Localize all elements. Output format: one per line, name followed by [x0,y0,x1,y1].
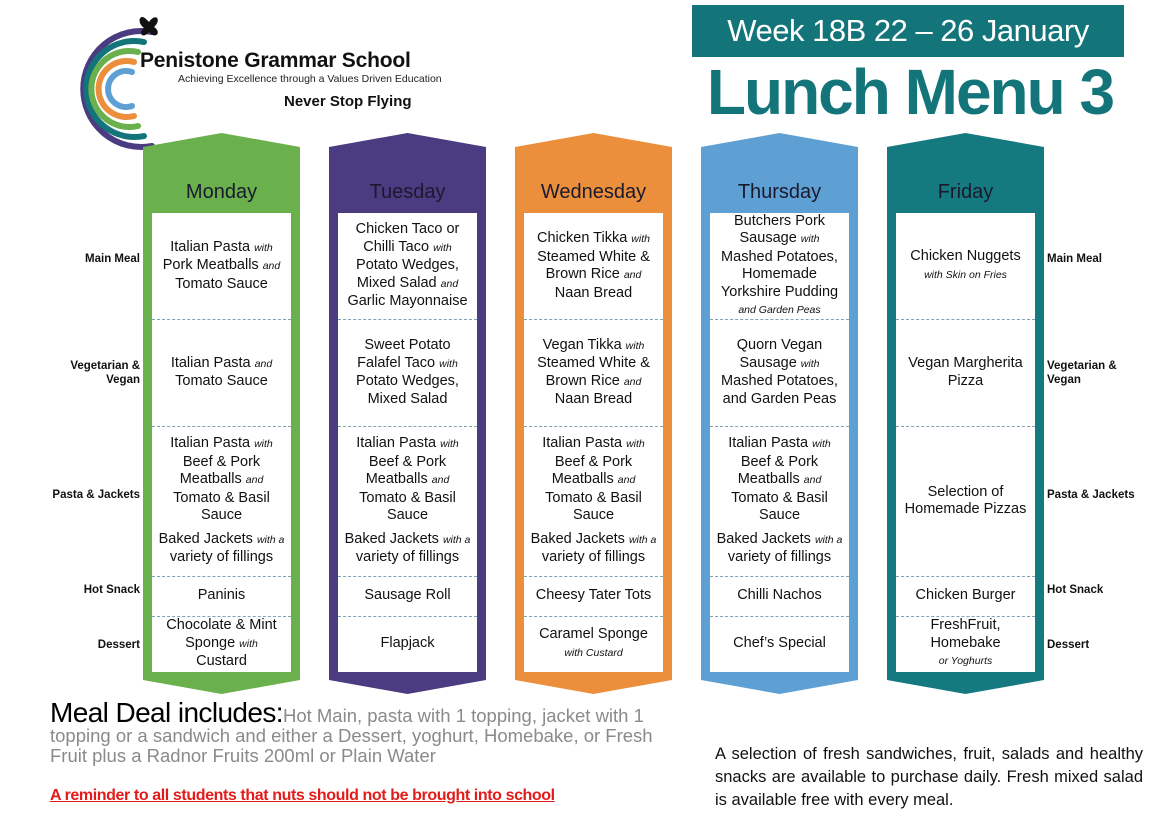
day-name-friday: Friday [937,181,994,203]
row-divider [152,426,291,427]
menu-cell-dessert: Chocolate & Mint Sponge with Custard [166,617,277,670]
menu-cell-pasta: Italian Pasta with Beef & Pork Meatballs and Tomato & Basil Sauce Baked Jackets with a variety of fillings [344,435,471,566]
menu-cells [524,213,663,672]
day-column-friday [887,133,1044,694]
day-column-thursday [701,133,858,694]
row-label-hot-right: Hot Snack [1047,584,1104,596]
row-label-main-right: Main Meal [1047,253,1102,265]
row-divider [710,576,849,577]
menu-cell-veg: Italian Pasta and Tomato Sauce [170,354,273,389]
row-divider [152,319,291,320]
menu-cells [338,213,477,672]
row-divider [152,616,291,617]
menu-cells [152,213,291,672]
menu-cell-hot: Chilli Nachos [737,587,822,604]
school-motto: Never Stop Flying [284,93,412,110]
row-divider [524,616,663,617]
row-label-dessert: Dessert [97,639,140,651]
row-divider [710,616,849,617]
row-divider [710,426,849,427]
row-divider [896,426,1035,427]
menu-cell-hot: Chicken Burger [915,587,1016,604]
nuts-reminder: A reminder to all students that nuts should not be brought into school [50,787,555,804]
info-text: A selection of fresh sandwiches, fruit, salads and healthy snacks are available to purchase daily. Fresh mixed salad is available free with every meal. [715,745,1143,809]
meal-deal-text: Hot Main, pasta with 1 topping, jacket with 1 topping or a sandwich and either a Dessert, yoghurt, Homebake, or Fresh Fruit plus a Radnor Fruits 200ml or Plain Water [50,705,653,766]
menu-cell-pasta: Italian Pasta with Beef & Pork Meatballs and Tomato & Basil Sauce Baked Jackets with a variety of fillings [716,435,843,566]
meal-deal-heading: Meal Deal includes: [50,697,283,728]
menu-cell-pasta: Selection of Homemade Pizzas [904,483,1027,517]
menu-title: Lunch Menu 3 [706,56,1114,128]
day-column-monday [143,133,300,694]
menu-cells [710,213,849,672]
row-divider [524,319,663,320]
menu-cell-dessert: FreshFruit, Homebake or Yoghurts [930,617,1001,668]
day-name-thursday: Thursday [737,181,822,203]
school-name: Penistone Grammar School [140,49,411,72]
row-divider [338,576,477,577]
menu-cell-pasta: Italian Pasta with Beef & Pork Meatballs and Tomato & Basil Sauce Baked Jackets with a variety of fillings [158,435,285,566]
row-label-dessert-right: Dessert [1047,639,1090,651]
day-name-monday: Monday [185,181,258,203]
row-divider [710,319,849,320]
row-divider [524,576,663,577]
day-column-tuesday [329,133,486,694]
day-name-tuesday: Tuesday [369,181,446,203]
row-label-pasta: Pasta & Jackets [52,489,140,501]
menu-cell-dessert: Caramel Sponge with Custard [539,626,648,659]
day-name-wednesday: Wednesday [540,181,647,203]
row-divider [152,576,291,577]
menu-cell-main: Italian Pasta with Pork Meatballs and Tomato Sauce [162,238,281,292]
menu-cell-veg: Vegan Tikka with Steamed White & Brown Rice and Naan Bread [537,336,650,407]
row-label-veg-right: Vegetarian & Vegan [1047,360,1117,386]
meal-deal [50,697,690,766]
day-column-wednesday [515,133,672,694]
row-label-hot: Hot Snack [83,584,140,596]
menu-cell-hot: Paninis [197,587,246,604]
row-divider [896,319,1035,320]
menu-cells [896,213,1035,672]
menu-cell-veg: Sweet Potato Falafel Taco with Potato Wedges, Mixed Salad [356,337,459,407]
menu-cell-hot: Cheesy Tater Tots [535,587,652,604]
menu-cell-main: Chicken Taco or Chilli Taco with Potato Wedges, Mixed Salad and Garlic Mayonnaise [347,221,468,310]
menu-cell-pasta: Italian Pasta with Beef & Pork Meatballs and Tomato & Basil Sauce Baked Jackets with a variety of fillings [530,435,657,566]
week-banner: Week 18B 22 – 26 January [692,5,1124,57]
row-divider [896,616,1035,617]
row-label-pasta-right: Pasta & Jackets [1047,489,1135,501]
row-divider [338,319,477,320]
menu-cell-veg: Vegan Margherita Pizza [908,355,1023,389]
menu-cell-dessert: Chef’s Special [733,635,826,652]
row-divider [338,616,477,617]
menu-cell-dessert: Flapjack [380,635,435,652]
menu-cell-main: Butchers Pork Sausage with Mashed Potatoes, Homemade Yorkshire Pudding and Garden Peas [720,212,839,316]
row-divider [338,426,477,427]
menu-cell-hot: Sausage Roll [364,587,451,604]
row-label-veg: Vegetarian & Vegan [70,360,140,386]
menu-cell-main: Chicken Tikka with Steamed White & Brown Rice and Naan Bread [537,230,650,301]
row-divider [524,426,663,427]
menu-cell-main: Chicken Nuggets with Skin on Fries [910,248,1021,281]
school-tagline: Achieving Excellence through a Values Driven Education [178,73,442,85]
row-divider [896,576,1035,577]
menu-cell-veg: Quorn Vegan Sausage with Mashed Potatoes, and Garden Peas [721,337,838,407]
row-label-main: Main Meal [85,253,140,265]
